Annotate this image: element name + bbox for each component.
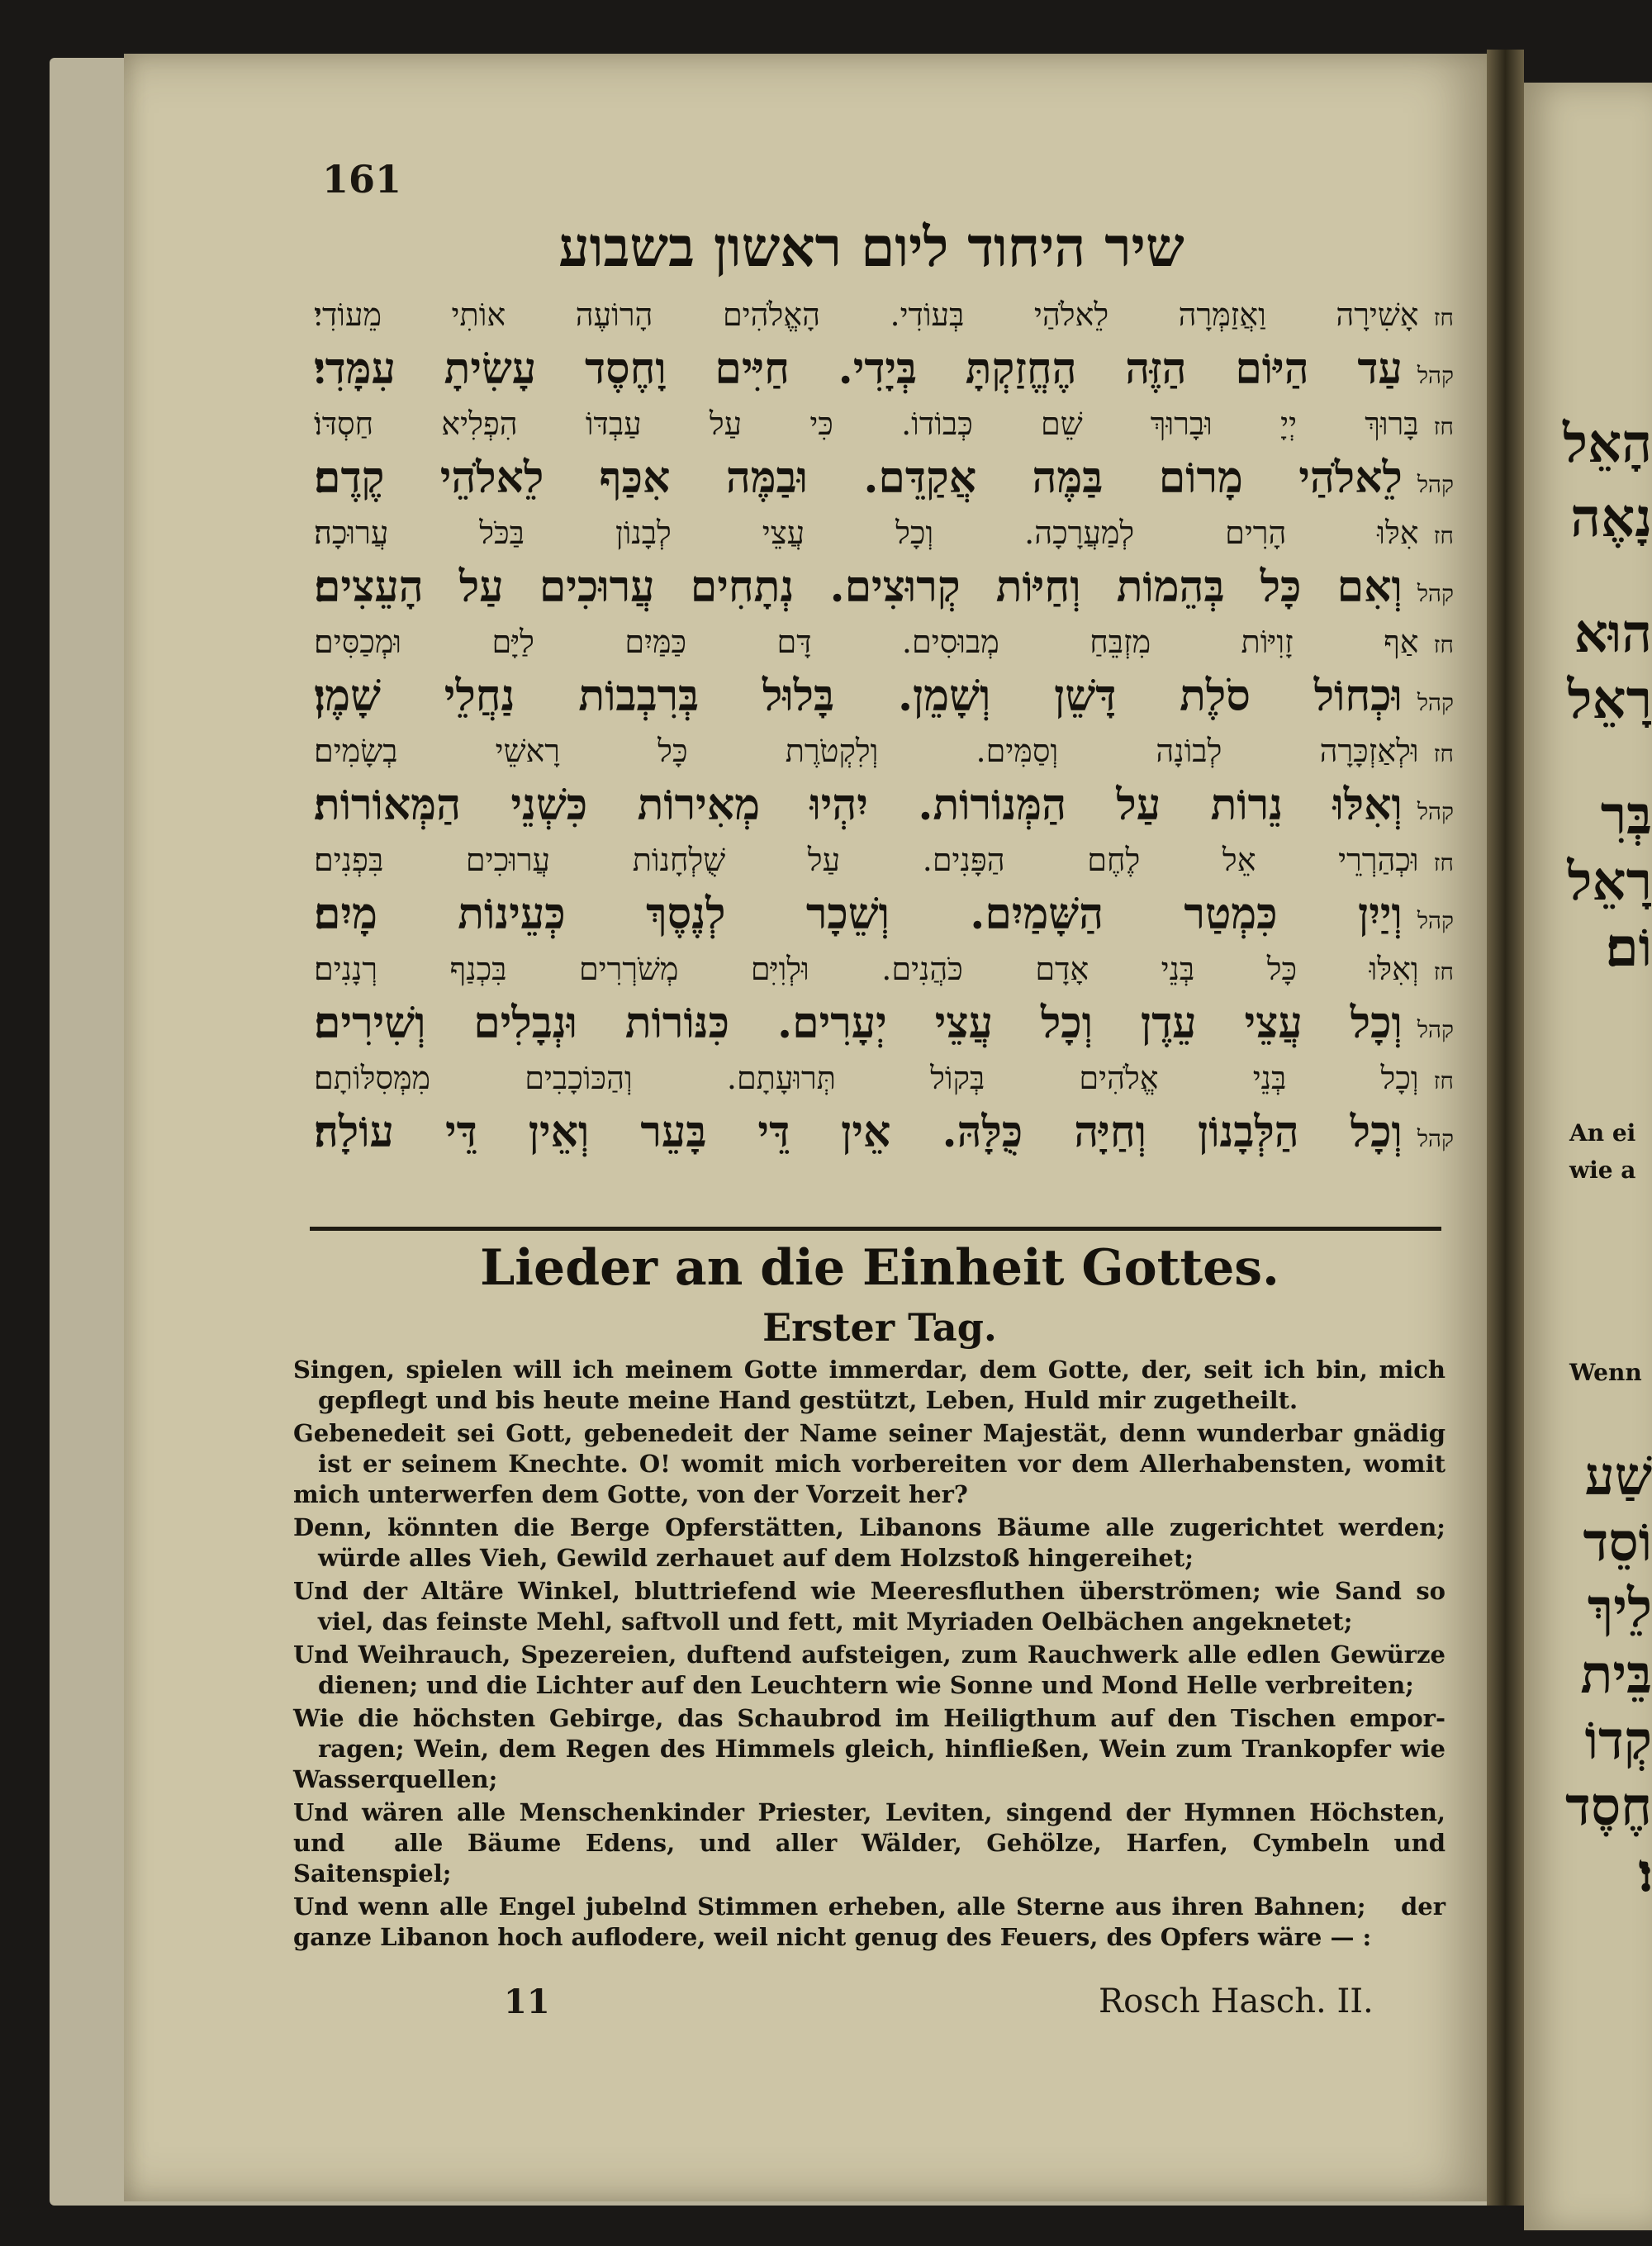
right-page-line: הָאֵל — [1563, 413, 1652, 475]
right-page-line: וֹסֵד — [1583, 1512, 1652, 1574]
paragraph-first-line: Und wenn alle Engel jubelnd Stimmen erheben, alle Sterne aus ihren Bahnen; — [293, 1892, 1366, 1921]
verse-line — [314, 558, 1454, 616]
speaker-label: קהל — [1417, 689, 1454, 716]
verse-text: אָשִׁירָה וַאֲזַמְּרָה לֵאלֹהַי בְּעוֹדִי. הָאֱלֹהִים הָרוֹעֶה אוֹתִי מֵעוֹדִי׃ — [314, 297, 1419, 333]
paragraph-continuation: ragen; Wein, dem Regen des Himmels gleich, hinfließen, Wein zum Trankopfer wie Wasserquellen; — [293, 1735, 1446, 1793]
speaker-label: חז — [1433, 1067, 1454, 1095]
speaker-label: חז — [1433, 740, 1454, 767]
verse-line — [314, 1104, 1454, 1161]
paragraph-first-line: Denn, könnten die Berge Opferstätten, Libanons Bäume alle zugerichtet werden; — [293, 1513, 1446, 1541]
signature-mark: Rosch Hasch. II. — [1099, 1982, 1374, 2020]
paragraph-continuation: alle Bäume Edens, und aller Wälder, Gehölze, Harfen, Cymbeln und Saitenspiel; — [293, 1829, 1446, 1887]
paragraph-first-line: Und wären alle Menschenkinder Priester, Leviten, singend der Hymnen Höchsten, und — [293, 1798, 1446, 1857]
speaker-label: חז — [1433, 413, 1454, 440]
speaker-label: חז — [1433, 849, 1454, 876]
paragraph-first-line: Wie die höchsten Gebirge, das Schaubrod im Heiligthum auf den Tischen empor- — [293, 1704, 1446, 1732]
verse-line — [314, 667, 1454, 725]
speaker-label: קהל — [1417, 362, 1454, 389]
paragraph-first-line: Und Weihrauch, Spezereien, duftend aufsteigen, zum Rauchwerk alle edlen Gewürze — [293, 1641, 1446, 1669]
speaker-label: קהל — [1417, 1125, 1454, 1152]
right-page — [1524, 83, 1652, 2230]
verse-text: בָּרוּךְ יְיָ וּבָרוּךְ שֵׁם כְּבוֹדוֹ. כִּי עַל עַבְדּוֹ הִפְלִיא חַסְדּוֹ׃ — [314, 406, 1419, 442]
paragraph-continuation: viel, das feinste Mehl, saftvoll und fett, mit Myriaden Oelbächen angeknetet; — [318, 1607, 1353, 1636]
paragraph-first-line: Gebenedeit sei Gott, gebenedeit der Name seiner Majestät, denn wunderbar gnädig — [293, 1419, 1446, 1447]
right-page-line: נָאֶה — [1570, 487, 1652, 549]
verse-line — [314, 1052, 1454, 1104]
verse-line — [314, 725, 1454, 776]
translation-paragraph — [293, 1892, 1446, 1953]
verse-text: וּלְאַזְכָּרָה לְבוֹנָה וְסַמִּים. וְלִקְטֹרֶת כָּל רָאשֵׁי בְשָׂמִים׃ — [314, 733, 1419, 769]
verse-line — [314, 616, 1454, 667]
translation-paragraph — [293, 1512, 1446, 1574]
verse-line — [314, 886, 1454, 943]
speaker-label: קהל — [1417, 580, 1454, 607]
verse-text: אִלּוּ הָרִים לְמַעֲרָכָה. וְכָל עֲצֵי לְבָנוֹן בַּכֹּל עֲרוּכָה׃ — [314, 515, 1419, 551]
speaker-label: חז — [1433, 631, 1454, 658]
verse-line — [314, 449, 1454, 507]
right-page-line: ו׃ — [1638, 1842, 1652, 1904]
verse-text: עַד הַיּוֹם הַזֶּה הֶחֱזַקְתָּ בְּיָדִי. חַיִּים וָחֶסֶד עָשִׂיתָ עִמָּדִי׃ — [314, 344, 1403, 394]
verse-text: וּכְהַרְרֵי אֵל לֶחֶם הַפָּנִים. עַל שֻׁלְחָנוֹת עֲרוּכִים בִּפְנִים׃ — [314, 842, 1419, 878]
translation-paragraph — [293, 1640, 1446, 1701]
right-page-line: רָאֵל — [1567, 669, 1652, 731]
paragraph-continuation: der ganze Libanon hoch auflodere, weil nicht genug des Feuers, des Opfers wäre — : — [293, 1892, 1446, 1951]
paragraph-continuation: würde alles Vieh, Gewild zerhauet auf dem Holzstoß hingereihet; — [318, 1544, 1194, 1572]
paragraph-continuation: dienen; und die Lichter auf den Leuchtern wie Sonne und Mond Helle verbreiten; — [318, 1671, 1414, 1699]
right-page-line: שַׁע — [1584, 1446, 1652, 1508]
book-gutter — [1487, 50, 1524, 2206]
german-title: Lieder an die Einheit Gottes. — [480, 1239, 1279, 1297]
verse-text: וְאִלּוּ נֵרוֹת עַל הַמְּנוֹרוֹת. יִהְיוּ מְאִירוֹת כִּשְׁנֵי הַמְּאוֹרוֹת׃ — [314, 780, 1403, 830]
page-number: 161 — [322, 157, 402, 202]
paragraph-first-line: Und der Altäre Winkel, bluttriefend wie Meeresfluthen überströmen; wie Sand so — [293, 1577, 1446, 1605]
verse-text: וְכָל עֲצֵי עֵדֶן וְכָל עֲצֵי יְעָרִים. כִּנּוֹרוֹת וּנְבָלִים וְשִׁירִים׃ — [314, 998, 1403, 1048]
verse-line — [314, 340, 1454, 398]
paragraph-first-line: Singen, spielen will ich meinem Gotte immerdar, dem Gotte, der, seit ich bin, mich — [293, 1356, 1446, 1384]
right-page-line: בְּרִ — [1600, 785, 1652, 847]
verse-text: וְאִלּוּ כָּל בְּנֵי אָדָם כֹּהֲנִים. וּלְוִיִּם מְשֹׁרְרִים בִּכְנַף רְנָנִים׃ — [314, 951, 1419, 987]
verse-text: וּכְחוֹל סֹלֶת דָּשֵׁן וְשָׁמֵן. בָּלוּל בְּרִבְבוֹת נַחֲלֵי שָׁמֶן׃ — [314, 671, 1403, 721]
paragraph-continuation: ist er seinem Knechte. O! womit mich vorbereiten vor dem Allerhabensten, womit mich unterwerfen dem Gotte, von der Vorzeit her? — [293, 1450, 1446, 1508]
verse-text: לֵאלֹהַי מָרוֹם בַּמֶּה אֲקַדֵּם. וּבַמֶּה אִכַּף לֵאלֹהֵי קֶדֶם׃ — [314, 453, 1403, 503]
verse-line — [314, 776, 1454, 834]
speaker-label: חז — [1433, 304, 1454, 331]
right-page-line: חֶסֶד — [1564, 1776, 1652, 1838]
right-page-line: בֵּית — [1580, 1644, 1652, 1706]
right-page-line: וֹם׃ — [1605, 917, 1652, 979]
paragraph-continuation: gepflegt und bis heute meine Hand gestützt, Leben, Huld mir zugetheilt. — [318, 1386, 1298, 1414]
german-translation — [293, 1355, 1446, 1955]
verse-text: וְכָל הַלְּבָנוֹן וְחַיָּה כֻּלָּהּ. אֵין דֵּי בָּעֵר וְאֵין דֵּי עוֹלָה׃ — [314, 1107, 1403, 1157]
right-page-line: wie a — [1569, 1156, 1636, 1184]
speaker-label: קהל — [1417, 798, 1454, 825]
german-subtitle: Erster Tag. — [762, 1305, 997, 1350]
hebrew-title: שיר היחוד ליום ראשון בשבוע — [558, 215, 1184, 279]
section-divider — [310, 1227, 1441, 1231]
translation-paragraph — [293, 1703, 1446, 1795]
right-page-line: קְדוֹ — [1584, 1710, 1652, 1772]
verse-line — [314, 943, 1454, 995]
right-page-line: לֵיךְ — [1587, 1578, 1652, 1640]
signature-number: 11 — [504, 1982, 550, 2021]
speaker-label: קהל — [1417, 907, 1454, 934]
verse-line — [314, 289, 1454, 340]
translation-paragraph — [293, 1576, 1446, 1637]
translation-paragraph — [293, 1355, 1446, 1416]
verse-text: וְאִם כָּל בְּהֵמוֹת וְחַיּוֹת קְרוּצִים. נְתָחִים עֲרוּכִים עַל הָעֵצִים׃ — [314, 562, 1403, 612]
speaker-label: קהל — [1417, 1016, 1454, 1043]
verse-text: וְיַיִן כִּמְטַר הַשָּׁמַיִם. וְשֵׁכָר לְנֶסֶךְ כְּעֵינוֹת מָיִם׃ — [314, 889, 1403, 939]
right-page-line: Wenn — [1569, 1359, 1642, 1386]
verse-line — [314, 507, 1454, 558]
right-page-line: An ei — [1569, 1119, 1636, 1147]
translation-paragraph — [293, 1418, 1446, 1510]
hebrew-verses — [314, 289, 1454, 1161]
speaker-label: חז — [1433, 522, 1454, 549]
right-page-line: רָאֵל — [1567, 851, 1652, 913]
verse-text: וְכָל בְּנֵי אֱלֹהִים בְּקוֹל תְּרוּעָתָם. וְהַכּוֹכָבִים מִמְּסִלּוֹתָם׃ — [314, 1060, 1419, 1096]
verse-text: אַף זָוִיּוֹת מִזְבֵּחַ מְבוּסִים. דָּם כַּמַּיִם לַיָּם וּמְכַסִּים׃ — [314, 624, 1419, 660]
verse-line — [314, 995, 1454, 1052]
translation-paragraph — [293, 1797, 1446, 1889]
speaker-label: חז — [1433, 958, 1454, 985]
verse-line — [314, 398, 1454, 449]
speaker-label: קהל — [1417, 471, 1454, 498]
right-page-line: הוּא — [1574, 603, 1652, 665]
verse-line — [314, 834, 1454, 886]
